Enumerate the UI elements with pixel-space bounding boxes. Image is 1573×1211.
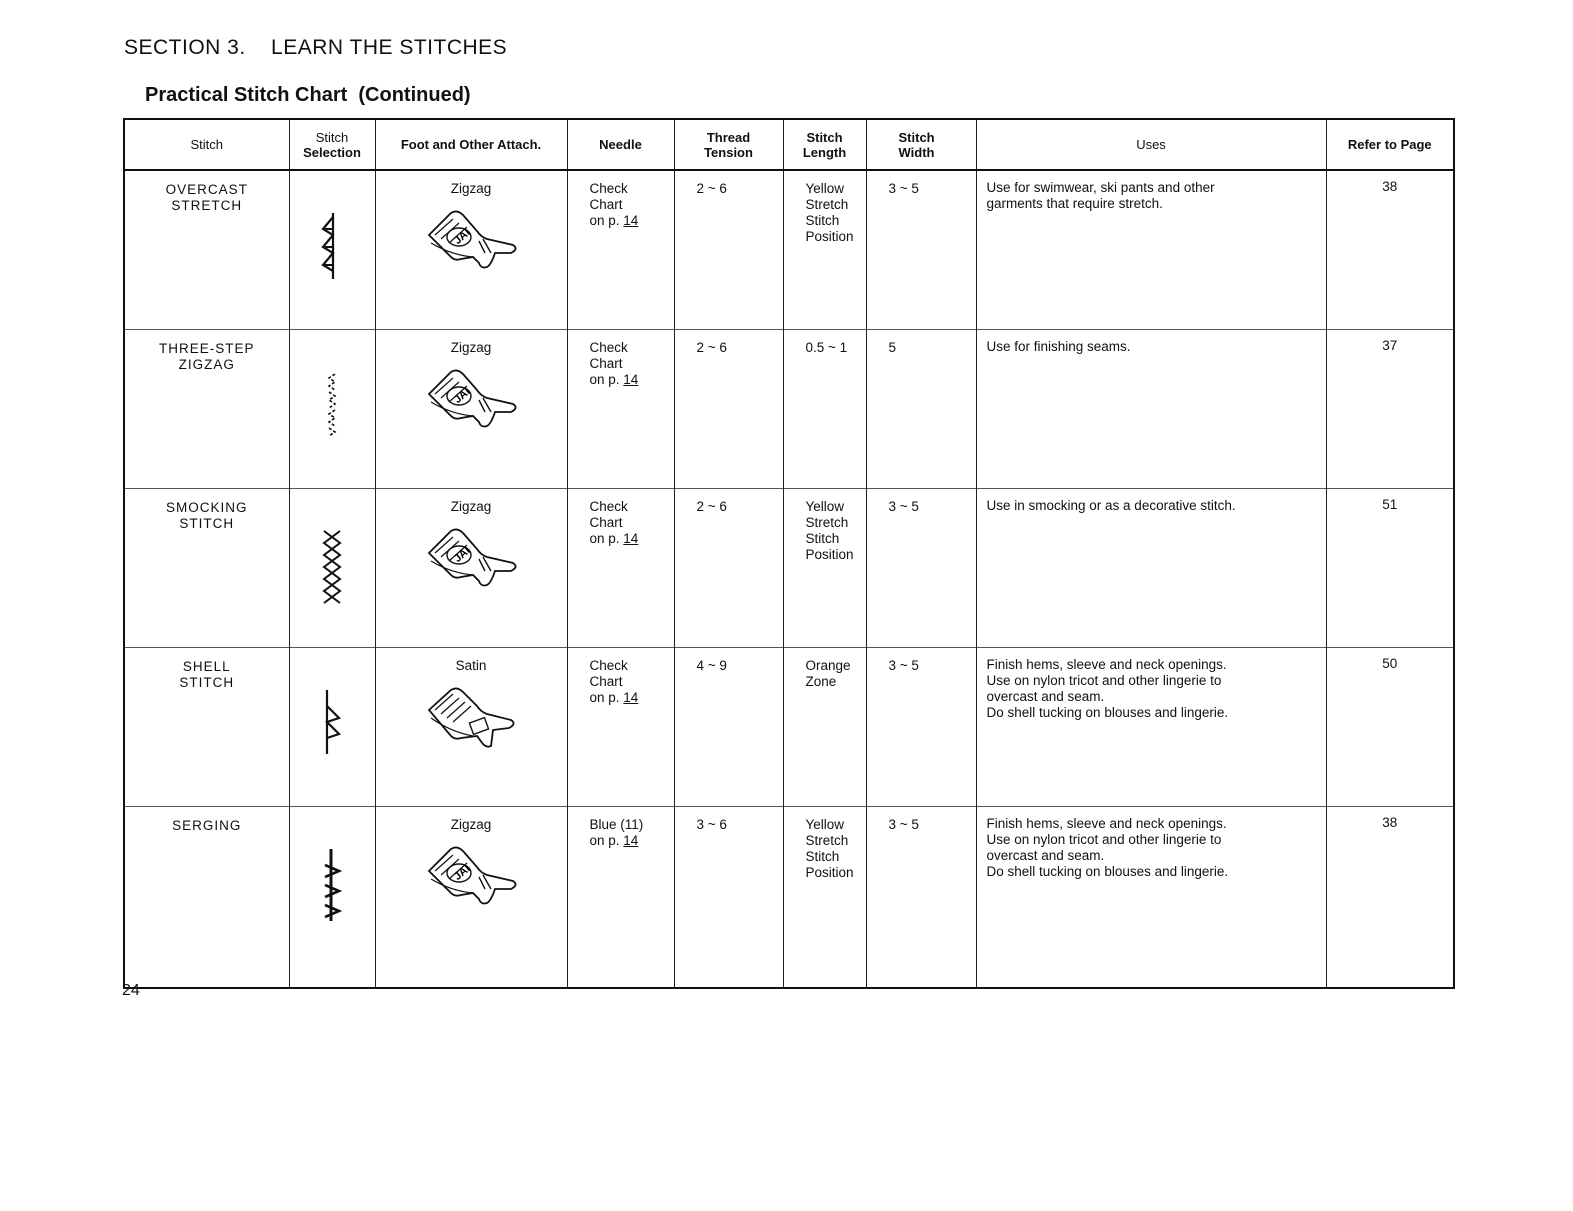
tension-cell: 2 ~ 6 <box>674 329 783 488</box>
stitch-name-line2: STITCH <box>179 515 235 531</box>
uses-line4: Do shell tucking on blouses and lingerie. <box>986 863 1229 879</box>
foot-name: Zigzag <box>450 498 492 514</box>
column-header-width-line2: Width <box>898 144 935 160</box>
stitch-name-line1: SERGING <box>172 817 242 833</box>
uses-line1: Use for finishing seams. <box>986 338 1131 354</box>
uses-line1: Use for swimwear, ski pants and other <box>986 180 1215 195</box>
uses-line1: Finish hems, sleeve and neck openings. <box>986 815 1227 831</box>
foot-name: Zigzag <box>450 816 492 832</box>
needle-page-ref: 14 <box>623 832 639 848</box>
column-header-tension-line2: Tension <box>704 144 753 160</box>
stitch-selection-cell <box>289 329 375 488</box>
length-line1: Yellow <box>805 816 845 832</box>
needle-page-ref: 14 <box>623 213 639 228</box>
table-row <box>124 806 1454 988</box>
uses-line2: garments that require stretch. <box>986 196 1163 211</box>
uses-line2: Use on nylon tricot and other lingerie to <box>986 831 1222 847</box>
uses-line3: overcast and seam. <box>986 847 1105 863</box>
stitch-name-line2: ZIGZAG <box>178 356 235 372</box>
needle-line2: Chart <box>589 355 623 371</box>
length-cell <box>783 647 866 806</box>
overcast-stretch-stitch-icon <box>317 211 347 281</box>
uses-line1: Use in smocking or as a decorative stitch. <box>986 497 1236 513</box>
stitch-name-line2: STITCH <box>179 674 235 690</box>
stitch-name-cell <box>124 329 289 488</box>
stitch-name-cell <box>124 170 289 329</box>
stitch-selection-cell <box>289 488 375 647</box>
length-line3: Stitch <box>805 213 840 228</box>
smocking-stitch-icon <box>317 529 347 605</box>
uses-cell <box>976 170 1326 329</box>
stitch-selection-cell <box>289 647 375 806</box>
satin-foot-icon <box>421 686 521 752</box>
stitch-selection-cell <box>289 806 375 988</box>
stitch-selection-cell <box>289 170 375 329</box>
serging-stitch-icon <box>317 847 347 923</box>
width-cell: 3 ~ 5 <box>866 170 976 329</box>
needle-on-page: on p. <box>589 530 620 546</box>
stitch-name-line2: STRETCH <box>171 198 243 213</box>
needle-line3 <box>590 690 674 706</box>
length-cell <box>783 806 866 988</box>
needle-on-page: on p. <box>589 689 620 705</box>
tension-cell: 3 ~ 6 <box>674 806 783 988</box>
section-title: SECTION 3. LEARN THE STITCHES <box>124 36 508 59</box>
table-row <box>124 647 1454 806</box>
column-header-needle: Needle <box>567 119 674 170</box>
length-line1: 0.5 ~ 1 <box>805 339 848 355</box>
column-header-uses: Uses <box>976 119 1326 170</box>
column-header-stitch: Stitch <box>124 119 289 170</box>
page-ref-cell: 51 <box>1326 488 1454 647</box>
foot-cell <box>375 488 567 647</box>
needle-line2 <box>590 833 674 849</box>
needle-line2: Chart <box>589 514 623 530</box>
stitch-name-line1: THREE-STEP <box>158 340 255 356</box>
needle-line1: Check <box>589 657 628 673</box>
width-cell: 3 ~ 5 <box>866 806 976 988</box>
length-cell <box>783 170 866 329</box>
width-cell: 5 <box>866 329 976 488</box>
length-line2: Stretch <box>805 197 849 212</box>
needle-line3 <box>590 213 674 229</box>
stitch-name-cell <box>124 488 289 647</box>
table-row <box>124 329 1454 488</box>
zigzag-foot-icon <box>421 845 521 911</box>
needle-line2: Chart <box>589 673 623 689</box>
needle-line3 <box>590 372 674 388</box>
column-header-width <box>866 119 976 170</box>
uses-line2: Use on nylon tricot and other lingerie to <box>986 672 1222 688</box>
stitch-name-line1: SHELL <box>182 658 231 674</box>
shell-stitch-icon <box>317 688 347 758</box>
needle-line1: Blue (11) <box>589 816 644 832</box>
needle-line3 <box>590 531 674 547</box>
table-row <box>124 488 1454 647</box>
page-ref-cell: 38 <box>1326 806 1454 988</box>
column-header-length-line1: Stitch <box>806 129 843 145</box>
column-header-tension-line1: Thread <box>706 129 751 145</box>
foot-cell <box>375 329 567 488</box>
zigzag-foot-icon <box>421 209 521 275</box>
needle-page-ref: 14 <box>623 371 639 387</box>
needle-line1: Check <box>589 339 628 355</box>
width-cell: 3 ~ 5 <box>866 647 976 806</box>
uses-cell <box>976 488 1326 647</box>
foot-name: Zigzag <box>450 181 492 196</box>
foot-cell <box>375 647 567 806</box>
length-cell <box>783 488 866 647</box>
column-header-width-line1: Stitch <box>898 129 935 145</box>
column-header-selection-line1: Stitch <box>315 129 349 145</box>
tension-cell: 4 ~ 9 <box>674 647 783 806</box>
length-line4: Position <box>805 229 854 244</box>
stitch-name-line1: OVERCAST <box>165 182 248 197</box>
stitch-chart-table <box>123 118 1455 989</box>
zigzag-foot-icon <box>421 527 521 593</box>
needle-cell <box>567 488 674 647</box>
needle-line1: Check <box>589 181 628 196</box>
table-header-row <box>124 119 1454 170</box>
uses-line1: Finish hems, sleeve and neck openings. <box>986 656 1227 672</box>
chart-title: Practical Stitch Chart (Continued) <box>145 84 471 106</box>
length-cell <box>783 329 866 488</box>
needle-line1: Check <box>589 498 628 514</box>
page-ref-cell: 38 <box>1326 170 1454 329</box>
length-line1: Orange <box>805 657 851 673</box>
needle-cell <box>567 647 674 806</box>
foot-cell <box>375 806 567 988</box>
foot-cell <box>375 170 567 329</box>
stitch-name-line1: SMOCKING <box>165 499 248 515</box>
page-ref-cell: 37 <box>1326 329 1454 488</box>
uses-line4: Do shell tucking on blouses and lingerie. <box>986 704 1229 720</box>
length-line4: Position <box>805 546 854 562</box>
length-line1: Yellow <box>805 498 845 514</box>
column-header-length <box>783 119 866 170</box>
tension-cell: 2 ~ 6 <box>674 488 783 647</box>
length-line3: Stitch <box>805 848 840 864</box>
page-ref-cell: 50 <box>1326 647 1454 806</box>
uses-cell <box>976 329 1326 488</box>
needle-on-page: on p. <box>589 371 620 387</box>
needle-cell <box>567 329 674 488</box>
table-row <box>124 170 1454 329</box>
foot-name: Satin <box>455 657 487 673</box>
length-line1: Yellow <box>805 181 845 196</box>
needle-on-page: on p. <box>589 832 620 848</box>
needle-page-ref: 14 <box>623 689 639 705</box>
needle-on-page: on p. <box>589 213 620 228</box>
column-header-selection <box>289 119 375 170</box>
uses-cell <box>976 647 1326 806</box>
needle-line2: Chart <box>589 197 623 212</box>
foot-name: Zigzag <box>450 339 492 355</box>
stitch-name-cell <box>124 647 289 806</box>
column-header-length-line2: Length <box>802 144 847 160</box>
uses-cell <box>976 806 1326 988</box>
length-line3: Stitch <box>805 530 840 546</box>
length-line2: Zone <box>805 673 837 689</box>
zigzag-foot-icon <box>421 368 521 434</box>
length-line2: Stretch <box>805 832 849 848</box>
column-header-foot: Foot and Other Attach. <box>375 119 567 170</box>
column-header-page: Refer to Page <box>1326 119 1454 170</box>
needle-cell <box>567 170 674 329</box>
needle-page-ref: 14 <box>623 530 639 546</box>
tension-cell: 2 ~ 6 <box>674 170 783 329</box>
needle-cell <box>567 806 674 988</box>
three-step-zigzag-stitch-icon <box>317 370 347 440</box>
length-line4: Position <box>805 864 854 880</box>
width-cell: 3 ~ 5 <box>866 488 976 647</box>
length-line2: Stretch <box>805 514 849 530</box>
uses-line3: overcast and seam. <box>986 688 1105 704</box>
column-header-tension <box>674 119 783 170</box>
column-header-selection-line2: Selection <box>303 144 361 160</box>
page-number: 24 <box>122 982 140 999</box>
stitch-name-cell <box>124 806 289 988</box>
